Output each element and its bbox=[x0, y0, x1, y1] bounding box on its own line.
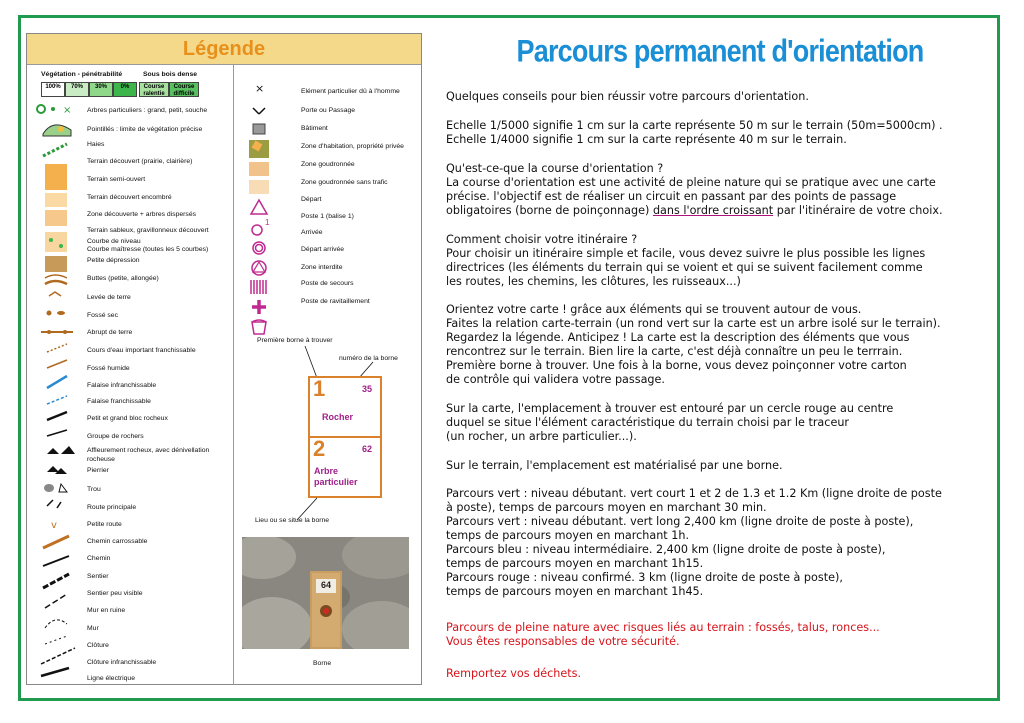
legend-item: Arrivée bbox=[301, 229, 323, 236]
course-line-6: temps de parcours moyen en marchant 1h15. bbox=[446, 557, 704, 570]
q2-line-2: directrices (les éléments du terrain qui se voient et qui se suivent facilement comme bbox=[446, 261, 923, 274]
legend-item: Trou bbox=[87, 486, 101, 493]
borne-2-name-1: Arbre bbox=[314, 466, 339, 476]
borne-photo-number: 64 bbox=[320, 580, 331, 590]
course-line-4: temps de parcours moyen en marchant 1h. bbox=[446, 529, 689, 542]
legend-item: Mur en ruine bbox=[87, 607, 126, 614]
stream-icon bbox=[47, 376, 67, 388]
legend-item: Ligne électrique bbox=[87, 675, 135, 682]
legend-item: Terrain semi-ouvert bbox=[87, 176, 146, 183]
cliff-passable-icon bbox=[47, 430, 67, 436]
legend-item: Chemin carrossable bbox=[87, 538, 148, 545]
veg-header-dense: Sous bois dense bbox=[143, 71, 198, 78]
legend-item: Porte ou Passage bbox=[301, 107, 356, 114]
open-trees-icon bbox=[45, 232, 67, 252]
legend-title: Légende bbox=[182, 38, 266, 60]
wet-ditch-icon bbox=[47, 396, 67, 404]
legend-item: Poste de secours bbox=[301, 280, 354, 287]
borne-1-code: 35 bbox=[361, 384, 372, 394]
legend-item: Groupe de rochers bbox=[87, 433, 144, 440]
contour-icon bbox=[45, 275, 67, 278]
warning-line-1: Parcours de pleine nature avec risques liés au terrain : fossés, talus, ronces... bbox=[446, 621, 880, 634]
paved-area-icon bbox=[249, 162, 269, 176]
main-road-icon bbox=[43, 536, 69, 548]
vehicle-track-icon bbox=[43, 574, 69, 588]
legend-item: Zone découverte + arbres dispersés bbox=[87, 211, 196, 218]
veg-header: Végétation - pénétrabilité bbox=[41, 71, 123, 78]
trail-icon bbox=[45, 620, 67, 628]
stony-ground-icon bbox=[47, 500, 61, 508]
legend-item: Petit et grand bloc rocheux bbox=[87, 415, 168, 422]
knoll-icon bbox=[47, 311, 52, 316]
index-contour-icon bbox=[45, 281, 67, 284]
legend-item: Falaise franchissable bbox=[87, 398, 151, 405]
course-line-8: temps de parcours moyen en marchant 1h45. bbox=[446, 585, 704, 598]
legend-item: Abrupt de terre bbox=[87, 329, 133, 336]
course-line-1: Parcours vert : niveau débutant. vert court 1 et 2 de 1.3 et 1.2 Km (ligne droite de poste bbox=[446, 487, 942, 500]
q1-line-3-underlined: dans l'ordre croissant bbox=[652, 204, 774, 217]
tree-small-icon bbox=[51, 107, 55, 111]
q1-line-3 bbox=[446, 204, 943, 218]
legend-divider bbox=[233, 65, 234, 685]
q1-line-3c: par l'itinéraire de votre choix. bbox=[773, 204, 943, 217]
borne-1-number: 1 bbox=[313, 376, 326, 401]
q2-line-3: les routes, les chemins, les clôtures, les ruisseaux...) bbox=[446, 275, 741, 288]
gate-icon bbox=[253, 108, 265, 114]
cliff-impassable-icon bbox=[47, 412, 67, 420]
veg-swatch-difficile: Course difficile bbox=[169, 82, 199, 97]
veg-limit-dot-icon bbox=[58, 126, 64, 132]
question-2: Comment choisir votre itinéraire ? bbox=[446, 233, 638, 246]
path-icon bbox=[45, 594, 67, 608]
semi-open-icon bbox=[45, 193, 67, 207]
borne-card-2 bbox=[308, 436, 382, 498]
wall-icon bbox=[41, 668, 69, 676]
orient-line-5: Première borne à trouver. Une fois à la borne, vous devez poinçonner votre carton bbox=[446, 359, 907, 372]
building-icon bbox=[253, 124, 265, 134]
sandy-icon bbox=[45, 256, 67, 272]
hedge-icon bbox=[43, 144, 67, 156]
borne-2-number: 2 bbox=[313, 436, 326, 461]
control-icon bbox=[252, 225, 262, 235]
orient-line-4: rencontrez sur le terrain. Bien lire la carte, c'est déjà connaître un peu le terrrain. bbox=[446, 345, 903, 358]
legend-item: Courbe de niveau bbox=[87, 238, 141, 245]
legend-item: Sentier peu visible bbox=[87, 590, 143, 597]
legend-header bbox=[27, 34, 421, 65]
boulder-group-icon bbox=[47, 466, 59, 472]
map-line-1: Sur la carte, l'emplacement à trouver est entouré par un cercle rouge au centre bbox=[446, 402, 894, 415]
veg-swatch-0: 0% bbox=[113, 82, 137, 97]
course-line-7: Parcours rouge : niveau confirmé. 3 km (ligne droite de poste à poste), bbox=[446, 571, 843, 584]
faint-trail-icon bbox=[45, 636, 67, 644]
q1-line-3a: obligatoires (borne de poinçonnage) bbox=[446, 204, 653, 217]
legend-item: Fossé sec bbox=[87, 312, 118, 319]
rock-outcrop-icon bbox=[44, 484, 54, 492]
legend-item: Haies bbox=[87, 141, 105, 148]
ruined-wall-icon bbox=[41, 648, 75, 664]
intro-text: Quelques conseils pour bien réussir votre parcours d'orientation. bbox=[446, 90, 809, 103]
legend-item: Zone goudronnée bbox=[301, 161, 355, 168]
legend-left-symbols-bottom bbox=[35, 666, 75, 686]
borne-number-label: numéro de la borne bbox=[339, 355, 398, 362]
borne-photo bbox=[242, 537, 409, 649]
start-icon bbox=[251, 200, 267, 214]
legend-item: Zone interdite bbox=[301, 264, 343, 271]
terrain-line: Sur le terrain, l'emplacement est matérialisé par une borne. bbox=[446, 459, 783, 472]
legend-item: Petite dépression bbox=[87, 257, 140, 264]
legend-item: Terrain découvert (prairie, clairière) bbox=[87, 158, 193, 165]
legend-item: Poste de ravitaillement bbox=[301, 298, 370, 305]
photo-label: Borne bbox=[313, 660, 332, 667]
legend-item: Cours d'eau important franchissable bbox=[87, 347, 196, 354]
open-encumbered-icon bbox=[45, 210, 67, 226]
legend-item: Fossé humide bbox=[87, 365, 130, 372]
forbidden-zone-icon bbox=[251, 280, 266, 294]
q2-line-1: Pour choisir un itinéraire simple et facile, vous devez suivre le plus possible les lignes bbox=[446, 247, 926, 260]
legend-item: Route principale bbox=[87, 504, 137, 511]
legend-item: Pointillés : limite de végétation précise bbox=[87, 126, 203, 133]
legend-item: Petite route bbox=[87, 521, 122, 528]
paved-no-traffic-icon bbox=[249, 180, 269, 194]
legend-item: Levée de terre bbox=[87, 294, 131, 301]
legend-item: Zone d'habitation, propriété privée bbox=[301, 143, 404, 150]
tree-big-icon bbox=[37, 105, 45, 113]
legend-item: Sentier bbox=[87, 573, 109, 580]
legend-item: Clôture bbox=[87, 642, 109, 649]
poste-number: 1 bbox=[265, 218, 270, 227]
legend-item: Buttes (petite, allongée) bbox=[87, 275, 159, 282]
legend-item: Départ bbox=[301, 196, 322, 203]
first-borne-label: Première borne à trouver bbox=[257, 337, 333, 344]
veg-swatch-30: 30% bbox=[89, 82, 113, 97]
orient-line-1: Orientez votre carte ! grâce aux éléments qui se trouvent autour de vous. bbox=[446, 303, 862, 316]
first-aid-icon bbox=[252, 300, 266, 314]
refreshment-icon bbox=[252, 322, 266, 334]
legend-item: Zone goudronnée sans trafic bbox=[301, 179, 388, 186]
legend-item: Mur bbox=[87, 625, 99, 632]
depression-icon bbox=[49, 292, 61, 296]
borne-photo-image bbox=[242, 537, 409, 649]
legend-item: Falaise infranchissable bbox=[87, 382, 157, 389]
warning-line-3: Remportez vos déchets. bbox=[446, 667, 582, 680]
course-line-5: Parcours bleu : niveau intermédiaire. 2,400 km (ligne droite de poste à poste), bbox=[446, 543, 886, 556]
veg-swatch-70: 70% bbox=[65, 82, 89, 97]
borne-card-1 bbox=[308, 376, 382, 438]
question-1: Qu'est-ce-que la course d'orientation ? bbox=[446, 162, 664, 175]
map-line-2: duquel se situe l'élément caractéristique du terrain choisi par le traceur bbox=[446, 416, 850, 429]
q1-line-1: La course d'orientation est une activité de pleine nature qui se pratique avec une carte bbox=[446, 176, 936, 189]
warning-line-2: Vous êtes responsables de votre sécurité. bbox=[446, 635, 680, 648]
scale-line-2: Echelle 1/4000 signifie 1 cm sur la carte représente 40 m sur le terrain. bbox=[446, 133, 847, 146]
veg-swatch-ralentie: Course ralentie bbox=[139, 82, 169, 97]
boulder-icon bbox=[47, 448, 59, 454]
legend-item: Départ arrivée bbox=[301, 246, 345, 253]
place-label: Lieu ou se situe la borne bbox=[255, 517, 330, 524]
course-line-3: Parcours vert : niveau débutant. vert long 2,400 km (ligne droite de poste à poste), bbox=[446, 515, 914, 528]
map-line-3: (un rocher, un arbre particulier...). bbox=[446, 430, 637, 443]
small-road-icon bbox=[43, 556, 69, 566]
legend-item: Clôture infranchissable bbox=[87, 659, 157, 666]
q1-line-2: précise. l'objectif est de réaliser un circuit en passant par des points de passage bbox=[446, 190, 897, 203]
legend-left-symbols bbox=[33, 100, 89, 680]
legend-item: Chemin bbox=[87, 555, 111, 562]
open-land-icon bbox=[45, 164, 67, 190]
legend-item: Affleurement rocheux, avec dénivellation rocheuse bbox=[87, 447, 210, 463]
man-made-icon: × bbox=[255, 82, 265, 95]
stump-icon: × bbox=[63, 105, 72, 116]
legend-item: Poste 1 (balise 1) bbox=[301, 213, 354, 220]
course-line-2: à poste), temps de parcours moyen en marchant 30 min. bbox=[446, 501, 767, 514]
orient-line-6: de contrôle qui validera votre passage. bbox=[446, 373, 665, 386]
borne-1-name: Rocher bbox=[322, 412, 354, 422]
page-title: Parcours permanent d'orientation bbox=[516, 33, 924, 69]
veg-swatch-100: 100% bbox=[41, 82, 65, 97]
legend-item: Arbres particuliers : grand, petit, souche bbox=[87, 107, 208, 114]
borne-2-name-2: particulier bbox=[314, 477, 358, 487]
legend-item: Elément particulier dû à l'homme bbox=[301, 88, 400, 95]
dry-ditch-icon bbox=[47, 344, 67, 352]
legend-right-symbols bbox=[237, 78, 287, 350]
borne-2-code: 62 bbox=[361, 444, 372, 454]
legend-item: Terrain découvert encombré bbox=[87, 194, 172, 201]
legend-item: Bâtiment bbox=[301, 125, 328, 132]
orient-line-2: Faites la relation carte-terrain (un rond vert sur la carte est un arbre isolé sur le terrain). bbox=[446, 317, 941, 330]
hole-icon: v bbox=[51, 520, 57, 531]
orient-line-3: Regardez la légende. Anticipez ! La carte est la description des éléments que vous bbox=[446, 331, 910, 344]
earth-bank-icon bbox=[47, 360, 67, 368]
legend-item: Courbe maîtresse (toutes les 5 courbes) bbox=[87, 246, 209, 253]
legend-item: Pierrier bbox=[87, 467, 109, 474]
legend-item: Terrain sableux, gravillonneux découvert bbox=[87, 227, 209, 234]
scale-line-1: Echelle 1/5000 signifie 1 cm sur la carte représente 50 m sur le terrain (50m=5000cm) . bbox=[446, 119, 943, 132]
veg-limit-icon bbox=[43, 125, 71, 136]
veg-swatches bbox=[41, 82, 199, 97]
